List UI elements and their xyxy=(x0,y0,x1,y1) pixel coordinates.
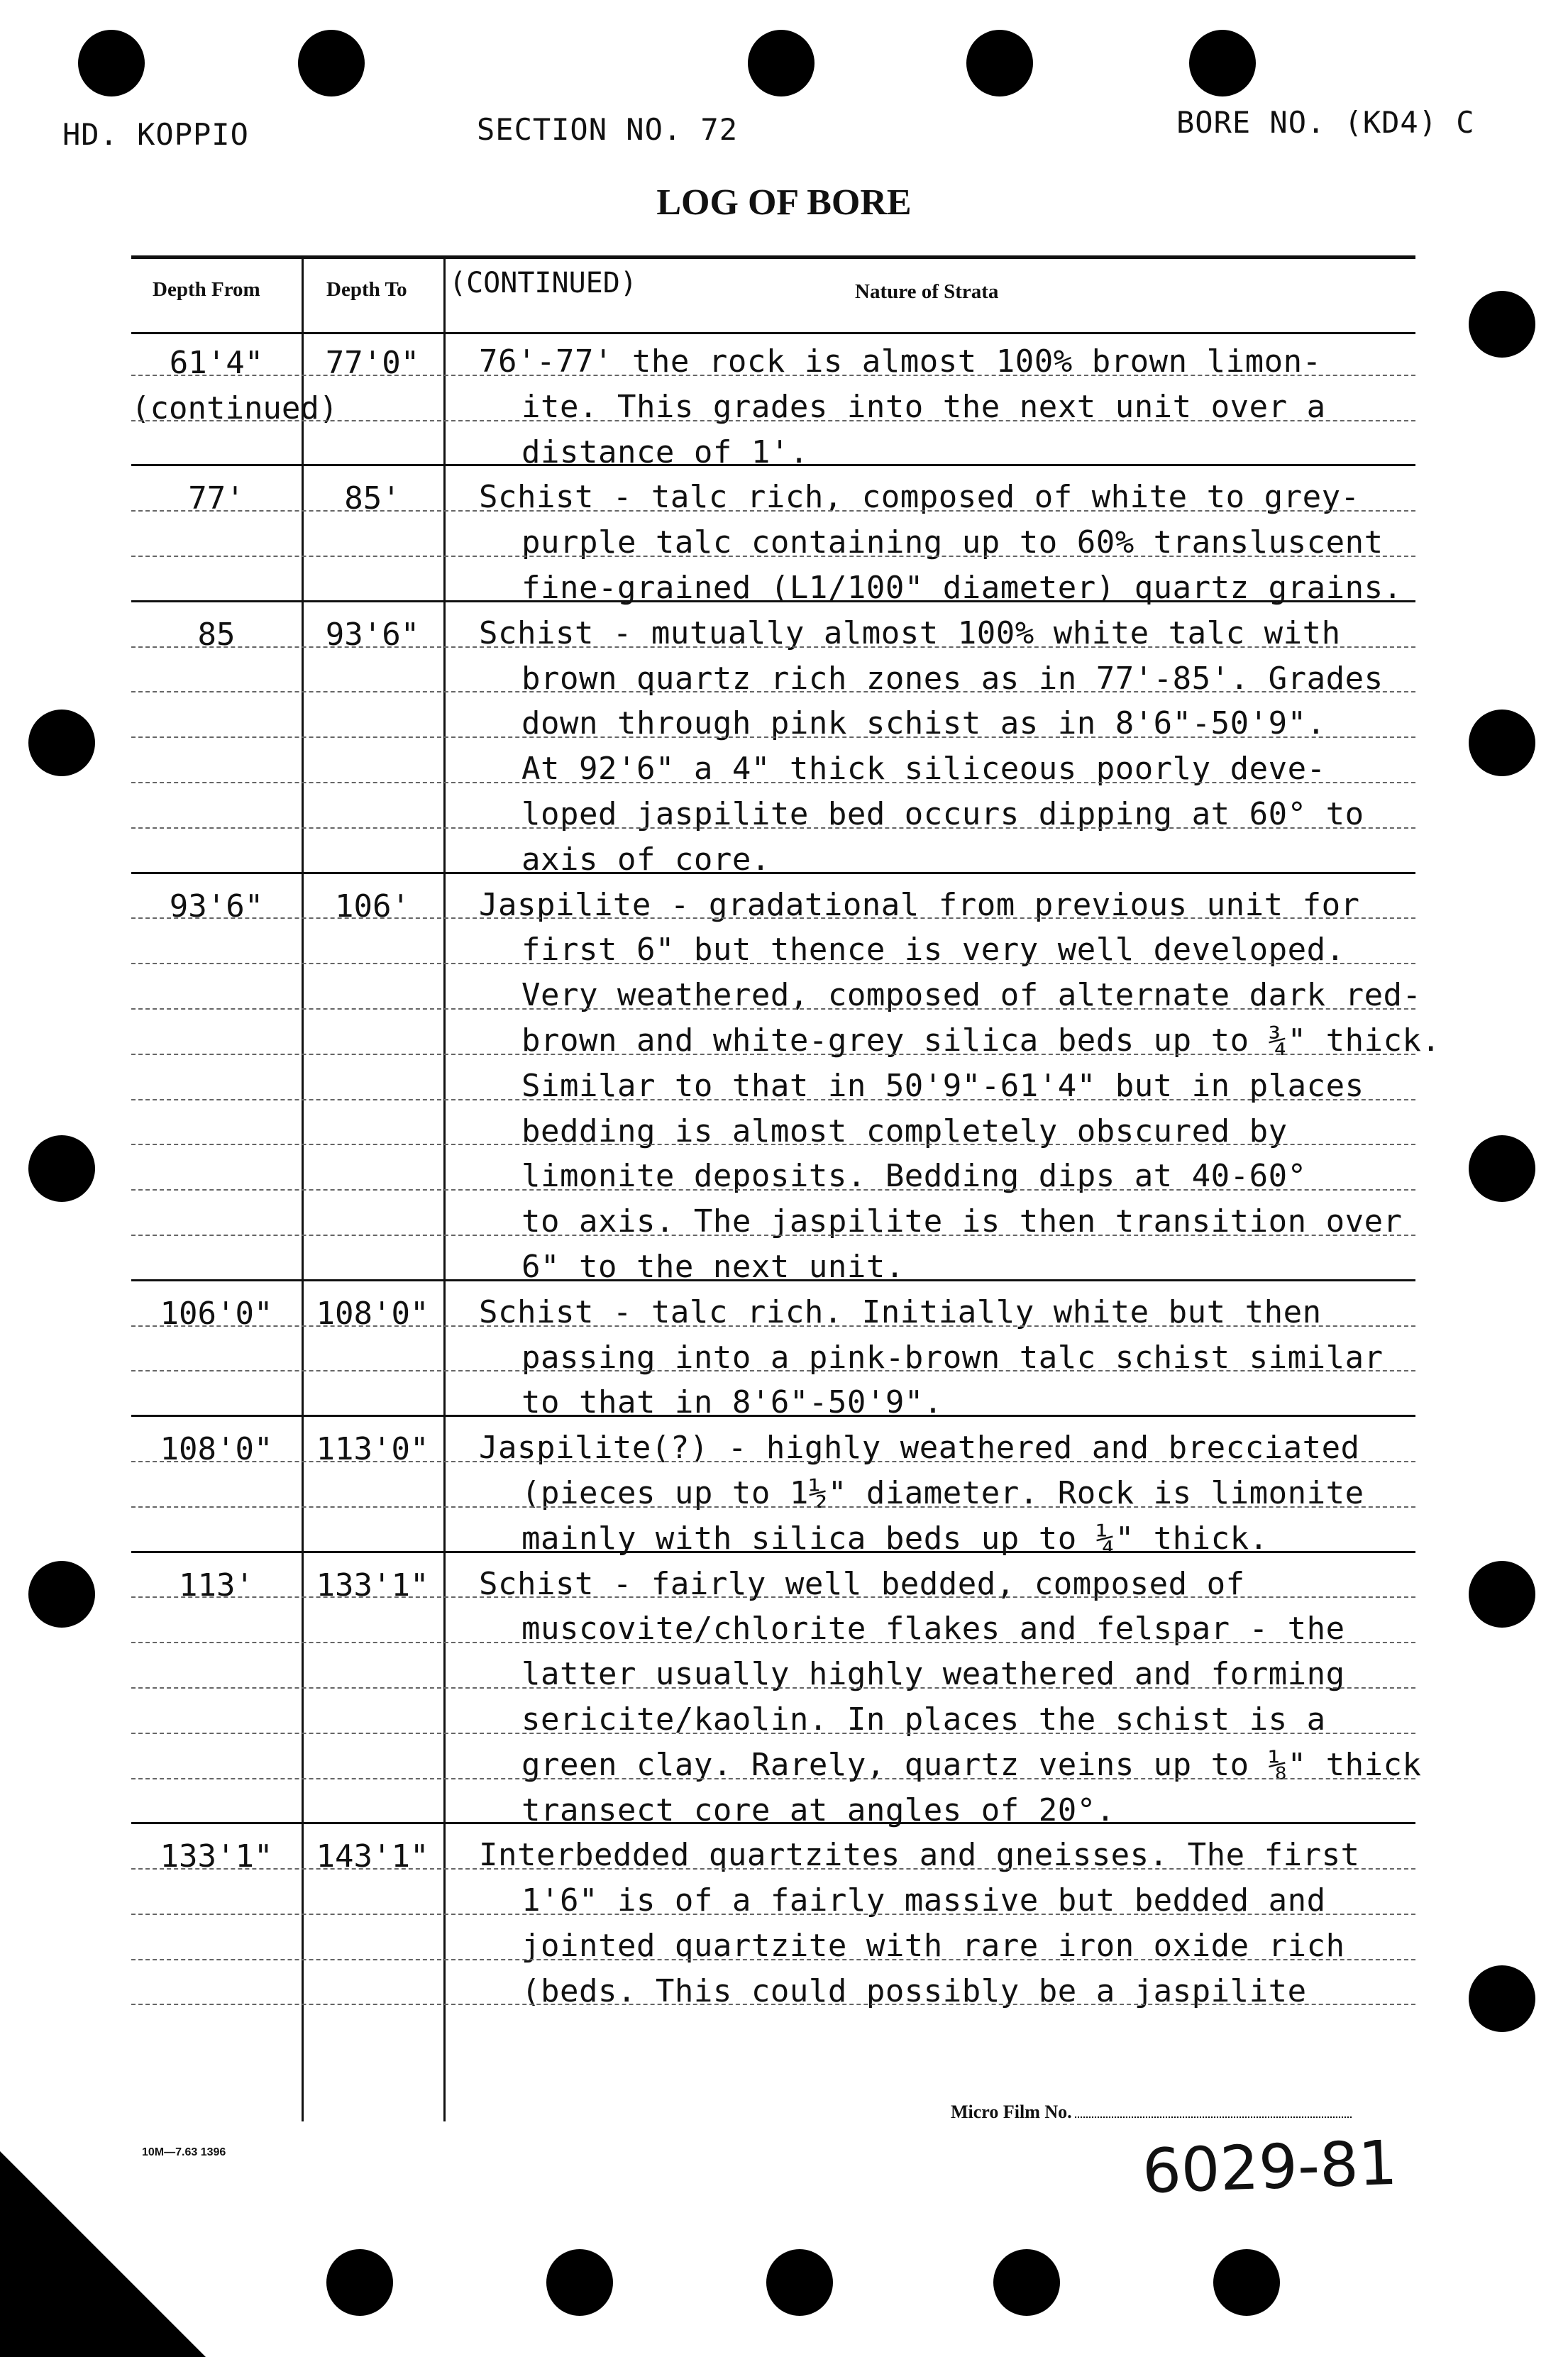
depth-from-cell: 106'0" xyxy=(160,1295,273,1332)
depth-from-cell: 93'6" xyxy=(169,888,264,924)
table-row xyxy=(131,1467,1415,1512)
punch-hole-top-4 xyxy=(966,30,1033,96)
strata-description: green clay. Rarely, quartz veins up to ⅛" thick xyxy=(521,1746,1422,1783)
form-code: 10M—7.63 1396 xyxy=(142,2146,226,2158)
strata-description: first 6" but thence is very well developed. xyxy=(521,932,1345,968)
strata-description: 6" to the next unit. xyxy=(521,1248,905,1285)
table-row xyxy=(131,923,1415,968)
punch-hole-top-5 xyxy=(1189,30,1256,96)
punch-hole-right-2 xyxy=(1469,710,1535,776)
table-row xyxy=(131,1512,1415,1557)
handwritten-number: 6029-81 xyxy=(1141,2127,1398,2208)
punch-hole-right-4 xyxy=(1469,1561,1535,1628)
table-row xyxy=(131,1195,1415,1240)
punch-hole-bottom-1 xyxy=(326,2249,393,2316)
corner-cut-mark xyxy=(0,2151,206,2357)
table-row xyxy=(131,968,1422,1014)
table-row xyxy=(131,788,1415,833)
punch-hole-left-2 xyxy=(28,1135,95,1202)
depth-to-cell: 93'6" xyxy=(325,616,420,653)
table-row xyxy=(131,1738,1422,1784)
punch-hole-top-3 xyxy=(748,30,815,96)
table-row xyxy=(131,1874,1415,1919)
hundred-label: HD. KOPPIO xyxy=(62,117,249,152)
table-row xyxy=(131,1240,1415,1286)
depth-from-cell: 108'0" xyxy=(160,1431,273,1468)
strata-description: sericite/kaolin. In places the schist is a xyxy=(521,1701,1326,1738)
depth-from-cell: 61'4" xyxy=(169,345,264,381)
micro-film-field xyxy=(951,2102,1352,2123)
table-row xyxy=(131,1149,1415,1195)
table-row xyxy=(131,1602,1415,1647)
depth-from-cell: (continued) xyxy=(131,390,338,426)
strata-description: down through pink schist as in 8'6"-50'9". xyxy=(521,705,1326,742)
punch-hole-bottom-2 xyxy=(546,2249,613,2316)
table-row xyxy=(131,1828,1415,1874)
table-row xyxy=(131,833,1415,878)
punch-hole-bottom-5 xyxy=(1213,2249,1280,2316)
strata-description: Schist - mutually almost 100% white talc with xyxy=(479,614,1341,651)
strata-description: brown and white-grey silica beds up to ¾" thick. xyxy=(521,1022,1441,1059)
punch-hole-top-1 xyxy=(78,30,145,96)
table-row xyxy=(131,878,1415,924)
table-row xyxy=(131,516,1415,561)
punch-hole-bottom-4 xyxy=(993,2249,1060,2316)
strata-description: ite. This grades into the next unit over a xyxy=(521,388,1326,425)
table-row xyxy=(131,426,1415,471)
strata-description: axis of core. xyxy=(521,841,771,878)
table-row xyxy=(131,742,1415,788)
strata-description: brown quartz rich zones as in 77'-85'. Grades xyxy=(521,660,1384,697)
continued-label: (CONTINUED) xyxy=(449,267,637,299)
table-row xyxy=(131,607,1415,652)
table-row xyxy=(131,561,1415,607)
depth-to-cell: 85' xyxy=(344,480,401,517)
table-top-rule xyxy=(131,255,1415,259)
table-row xyxy=(131,1286,1415,1331)
strata-rows xyxy=(131,335,1441,2009)
punch-hole-right-1 xyxy=(1469,291,1535,358)
depth-to-cell: 77'0" xyxy=(325,345,420,381)
table-row xyxy=(131,1965,1415,2010)
strata-description: purple talc containing up to 60% transluscent xyxy=(521,524,1384,561)
nature-of-strata-header: Nature of Strata xyxy=(855,280,999,303)
table-row xyxy=(131,470,1415,516)
page-title: LOG OF BORE xyxy=(656,182,912,223)
table-row xyxy=(131,335,1415,380)
table-row xyxy=(131,697,1415,742)
strata-description: At 92'6" a 4" thick siliceous poorly deve- xyxy=(521,751,1326,788)
table-row xyxy=(131,1331,1415,1376)
depth-from-cell: 113' xyxy=(179,1567,254,1603)
micro-film-label: Micro Film No. xyxy=(951,2102,1072,2122)
strata-description: fine-grained (L1/100" diameter) quartz grains. xyxy=(521,569,1403,606)
log-table xyxy=(131,255,1441,2121)
table-row xyxy=(131,1784,1415,1829)
punch-hole-top-2 xyxy=(298,30,365,96)
depth-to-cell: 113'0" xyxy=(316,1431,429,1468)
depth-to-header: Depth To xyxy=(326,278,407,301)
depth-to-cell: 108'0" xyxy=(316,1295,429,1332)
strata-description: muscovite/chlorite flakes and felspar - the xyxy=(521,1611,1345,1647)
strata-description: to that in 8'6"-50'9". xyxy=(521,1384,943,1421)
table-row xyxy=(131,1693,1415,1738)
depth-to-cell: 143'1" xyxy=(316,1838,429,1875)
strata-description: Jaspilite - gradational from previous unit for xyxy=(479,886,1360,923)
strata-description: Schist - talc rich, composed of white to grey- xyxy=(479,479,1360,516)
table-row xyxy=(131,1647,1415,1693)
strata-description: (beds. This could possibly be a jaspilite xyxy=(521,1972,1307,2009)
strata-description: distance of 1'. xyxy=(521,434,809,470)
table-row xyxy=(131,1557,1415,1603)
strata-description: 1'6" is of a fairly massive but bedded and xyxy=(521,1882,1326,1919)
strata-description: to axis. The jaspilite is then transition over xyxy=(521,1203,1403,1240)
depth-to-cell: 106' xyxy=(335,888,410,924)
table-row xyxy=(131,1421,1415,1467)
strata-description: Schist - talc rich. Initially white but then xyxy=(479,1293,1322,1330)
bore-number-label: BORE NO. (KD4) C xyxy=(1176,105,1475,140)
punch-hole-bottom-3 xyxy=(766,2249,833,2316)
strata-description: mainly with silica beds up to ¼" thick. xyxy=(521,1520,1269,1557)
punch-hole-right-3 xyxy=(1469,1135,1535,1202)
section-label: SECTION NO. 72 xyxy=(477,112,739,147)
table-row xyxy=(131,380,1415,426)
depth-from-cell: 133'1" xyxy=(160,1838,273,1875)
depth-to-cell: 133'1" xyxy=(316,1567,429,1603)
punch-hole-right-5 xyxy=(1469,1965,1535,2032)
table-row xyxy=(131,1059,1415,1105)
punch-hole-left-1 xyxy=(28,710,95,776)
strata-description: Schist - fairly well bedded, composed of xyxy=(479,1565,1245,1602)
strata-description: loped jaspilite bed occurs dipping at 60° to xyxy=(521,795,1364,832)
strata-description: Interbedded quartzites and gneisses. The first xyxy=(479,1837,1360,1874)
strata-description: latter usually highly weathered and forming xyxy=(521,1656,1345,1693)
strata-description: Very weathered, composed of alternate dark red- xyxy=(521,977,1422,1014)
strata-description: 76'-77' the rock is almost 100% brown limon- xyxy=(479,343,1322,380)
strata-description: (pieces up to 1½" diameter. Rock is limonite xyxy=(521,1474,1364,1511)
depth-from-cell: 77' xyxy=(188,480,245,517)
strata-description: passing into a pink-brown talc schist similar xyxy=(521,1339,1384,1376)
strata-description: bedding is almost completely obscured by xyxy=(521,1113,1288,1149)
strata-description: Similar to that in 50'9"-61'4" but in places xyxy=(521,1067,1364,1104)
table-row xyxy=(131,652,1415,697)
strata-description: transect core at angles of 20°. xyxy=(521,1792,1115,1828)
header-rule xyxy=(131,332,1415,334)
table-row xyxy=(131,1919,1415,1965)
depth-from-cell: 85 xyxy=(197,616,236,653)
strata-description: limonite deposits. Bedding dips at 40-60° xyxy=(521,1158,1307,1195)
punch-hole-left-3 xyxy=(28,1561,95,1628)
micro-film-blank xyxy=(1075,2116,1352,2118)
table-row xyxy=(131,1014,1441,1059)
table-row xyxy=(131,1105,1415,1150)
strata-description: Jaspilite(?) - highly weathered and brecciated xyxy=(479,1430,1360,1467)
depth-from-header: Depth From xyxy=(153,278,260,301)
table-row xyxy=(131,1376,1415,1421)
strata-description: jointed quartzite with rare iron oxide rich xyxy=(521,1927,1345,1964)
